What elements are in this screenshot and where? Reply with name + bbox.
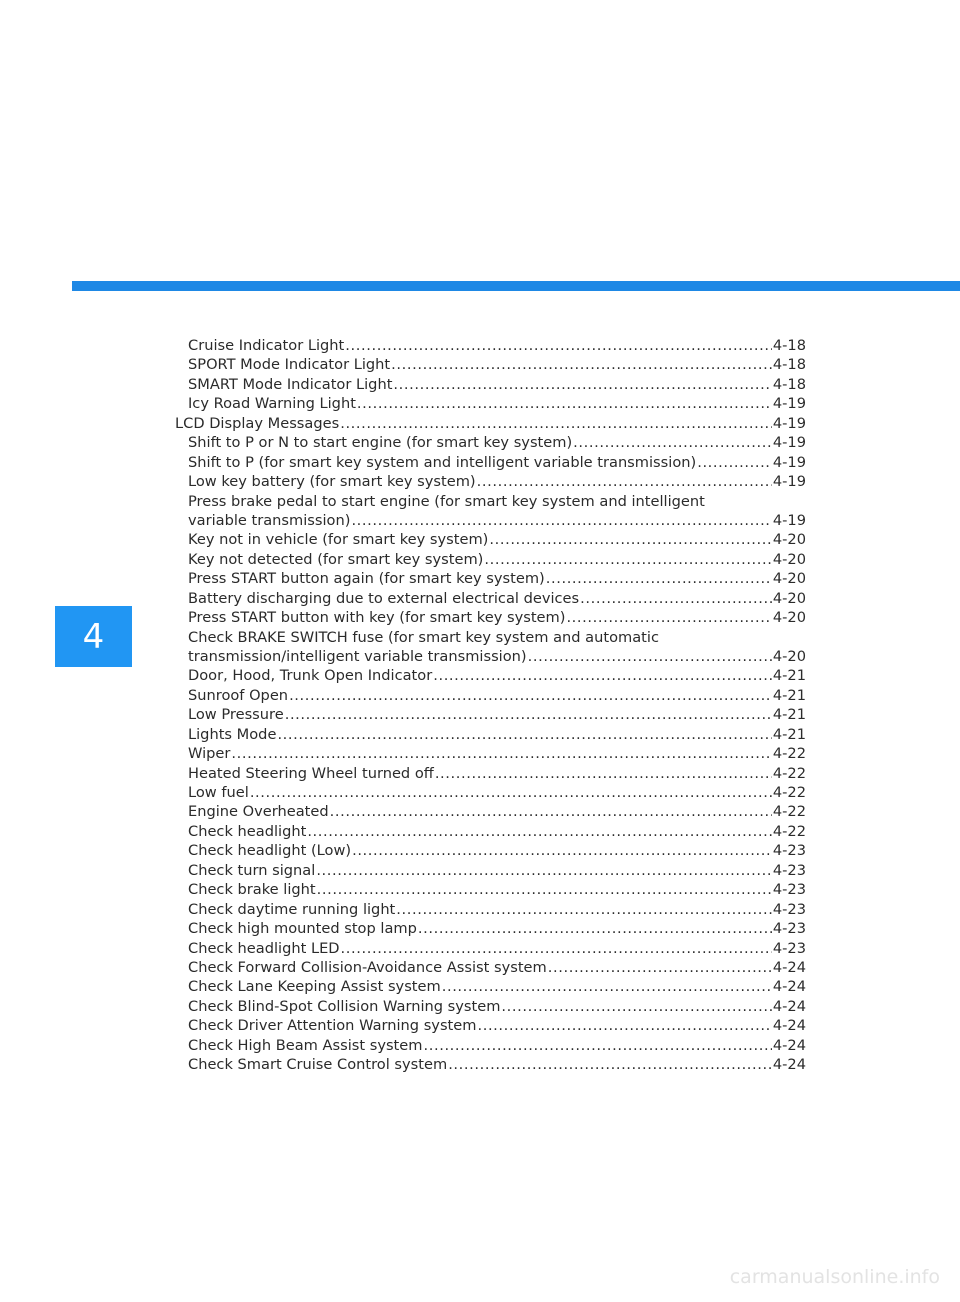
toc-entry[interactable] xyxy=(175,686,806,705)
toc-dot-leader xyxy=(580,589,772,608)
toc-entry-title: Press START button with key (for smart key system) xyxy=(188,609,566,627)
toc-entry-page: 4-24 xyxy=(772,997,806,1015)
toc-dot-leader xyxy=(345,336,772,355)
toc-entry-page: 4-24 xyxy=(772,978,806,996)
toc-entry-title: Check Smart Cruise Control system xyxy=(188,1056,448,1074)
toc-entry-page: 4-18 xyxy=(772,356,806,374)
toc-entry[interactable] xyxy=(175,880,806,899)
toc-entry[interactable] xyxy=(175,394,806,413)
toc-entry-page: 4-19 xyxy=(772,395,806,413)
toc-entry-page: 4-24 xyxy=(772,1036,806,1054)
toc-entry-title: Check daytime running light xyxy=(188,900,396,918)
toc-dot-leader xyxy=(489,530,772,549)
toc-dot-leader xyxy=(285,705,772,724)
toc-entry-title: SPORT Mode Indicator Light xyxy=(188,356,391,374)
toc-entry-title: Icy Road Warning Light xyxy=(188,395,356,413)
toc-entry-title: Shift to P or N to start engine (for smart key system) xyxy=(188,434,573,452)
toc-entry-title: Heated Steering Wheel turned off xyxy=(188,764,434,782)
toc-entry[interactable] xyxy=(175,764,806,783)
toc-entry[interactable] xyxy=(175,803,806,822)
toc-entry-title: Press brake pedal to start engine (for smart key system and intelligent xyxy=(188,492,705,510)
toc-entry[interactable] xyxy=(175,822,806,841)
toc-entry[interactable] xyxy=(175,977,806,996)
toc-dot-leader xyxy=(433,666,772,685)
toc-entry-page: 4-19 xyxy=(772,434,806,452)
toc-entry-title-continued: variable transmission) xyxy=(188,511,351,529)
toc-entry-page: 4-18 xyxy=(772,375,806,393)
toc-entry-page: 4-21 xyxy=(772,686,806,704)
toc-entry[interactable] xyxy=(175,550,806,569)
toc-entry-page: 4-20 xyxy=(772,589,806,607)
toc-entry-title: Shift to P (for smart key system and intelligent variable transmission) xyxy=(188,453,697,471)
toc-entry[interactable] xyxy=(175,783,806,802)
toc-entry-page: 4-22 xyxy=(772,784,806,802)
toc-entry-title: Check headlight xyxy=(188,822,307,840)
header-accent-bar xyxy=(72,281,960,291)
toc-dot-leader xyxy=(548,958,772,977)
toc-entry-page: 4-20 xyxy=(772,531,806,549)
table-of-contents xyxy=(175,336,806,1075)
toc-entry[interactable] xyxy=(175,939,806,958)
toc-entry-title: Press START button again (for smart key system) xyxy=(188,570,545,588)
toc-entry[interactable] xyxy=(175,472,806,491)
toc-dot-leader xyxy=(289,686,772,705)
toc-dot-leader xyxy=(501,997,771,1016)
toc-dot-leader xyxy=(396,900,772,919)
toc-entry-title: Check Driver Attention Warning system xyxy=(188,1017,477,1035)
toc-dot-leader xyxy=(351,511,771,530)
toc-entry-title: Check high mounted stop lamp xyxy=(188,920,417,938)
toc-entry-page: 4-18 xyxy=(772,336,806,354)
toc-entry[interactable] xyxy=(175,1036,806,1055)
toc-entry-title: Check headlight LED xyxy=(188,939,340,957)
toc-entry-page: 4-23 xyxy=(772,900,806,918)
toc-entry-title: Key not in vehicle (for smart key system) xyxy=(188,531,489,549)
toc-entry[interactable] xyxy=(175,841,806,860)
toc-dot-leader xyxy=(352,841,772,860)
toc-dot-leader xyxy=(477,1016,771,1035)
toc-entry-title: Key not detected (for smart key system) xyxy=(188,550,484,568)
toc-entry-title: Sunroof Open xyxy=(188,686,289,704)
toc-entry-page: 4-21 xyxy=(772,725,806,743)
toc-entry[interactable] xyxy=(175,589,806,608)
toc-entry-title: Cruise Indicator Light xyxy=(188,336,345,354)
toc-entry[interactable] xyxy=(175,725,806,744)
toc-entry[interactable] xyxy=(175,530,806,549)
toc-entry-page: 4-20 xyxy=(772,570,806,588)
toc-dot-leader xyxy=(341,939,772,958)
toc-entry[interactable] xyxy=(175,492,806,531)
toc-dot-leader xyxy=(340,414,772,433)
toc-entry-page: 4-20 xyxy=(772,648,806,665)
toc-entry[interactable] xyxy=(175,900,806,919)
watermark: carmanualsonline.info xyxy=(729,1266,940,1288)
toc-entry[interactable] xyxy=(175,997,806,1016)
toc-entry-page: 4-23 xyxy=(772,842,806,860)
toc-dot-leader xyxy=(307,822,772,841)
toc-entry-title: SMART Mode Indicator Light xyxy=(188,375,393,393)
toc-entry[interactable] xyxy=(175,433,806,452)
toc-entry[interactable] xyxy=(175,666,806,685)
toc-dot-leader xyxy=(277,725,771,744)
toc-dot-leader xyxy=(435,764,772,783)
toc-entry-title: Battery discharging due to external electrical devices xyxy=(188,589,580,607)
toc-entry-title: LCD Display Messages xyxy=(175,414,340,432)
toc-entry[interactable] xyxy=(175,375,806,394)
toc-dot-leader xyxy=(393,375,771,394)
toc-entry-title: Door, Hood, Trunk Open Indicator xyxy=(188,667,433,685)
toc-dot-leader xyxy=(477,472,772,491)
toc-entry-title: Low fuel xyxy=(188,784,249,802)
toc-dot-leader xyxy=(317,880,772,899)
toc-entry[interactable] xyxy=(175,336,806,355)
toc-entry-page: 4-22 xyxy=(772,745,806,763)
toc-dot-leader xyxy=(357,394,772,413)
toc-entry[interactable] xyxy=(175,705,806,724)
toc-entry-title: Check Blind-Spot Collision Warning system xyxy=(188,997,501,1015)
toc-entry-page: 4-23 xyxy=(772,939,806,957)
toc-entry[interactable] xyxy=(175,453,806,472)
toc-entry-page: 4-20 xyxy=(772,609,806,627)
toc-dot-leader xyxy=(573,433,772,452)
toc-entry[interactable] xyxy=(175,1055,806,1074)
toc-entry-page: 4-19 xyxy=(772,473,806,491)
toc-entry-title: Check Forward Collision-Avoidance Assist system xyxy=(188,958,547,976)
toc-entry[interactable] xyxy=(175,414,806,433)
toc-entry-page: 4-22 xyxy=(772,764,806,782)
toc-entry-page: 4-22 xyxy=(772,822,806,840)
toc-entry[interactable] xyxy=(175,1016,806,1035)
toc-entry-title: Check headlight (Low) xyxy=(188,842,352,860)
toc-entry-line2 xyxy=(188,511,806,530)
toc-dot-leader xyxy=(448,1055,772,1074)
toc-entry-title: Low key battery (for smart key system) xyxy=(188,473,476,491)
toc-entry-title-continued: transmission/intelligent variable transmission) xyxy=(188,648,527,665)
toc-entry[interactable] xyxy=(175,355,806,374)
toc-entry[interactable] xyxy=(175,608,806,627)
toc-dot-leader xyxy=(566,608,771,627)
toc-dot-leader xyxy=(423,1036,771,1055)
toc-dot-leader xyxy=(484,550,772,569)
chapter-number: 4 xyxy=(82,616,105,657)
toc-entry-page: 4-21 xyxy=(772,706,806,724)
toc-entry-page: 4-21 xyxy=(772,667,806,685)
toc-entry-page: 4-23 xyxy=(772,861,806,879)
toc-entry-page: 4-24 xyxy=(772,1056,806,1074)
toc-dot-leader xyxy=(330,802,772,821)
toc-entry[interactable] xyxy=(175,861,806,880)
toc-dot-leader xyxy=(391,355,772,374)
toc-entry-title: Check BRAKE SWITCH fuse (for smart key system and automatic xyxy=(188,628,659,646)
toc-entry-page: 4-20 xyxy=(772,550,806,568)
toc-entry-page: 4-23 xyxy=(772,920,806,938)
toc-entry[interactable] xyxy=(175,569,806,588)
toc-entry-title: Lights Mode xyxy=(188,725,277,743)
toc-dot-leader xyxy=(250,783,772,802)
toc-entry-title: Wiper xyxy=(188,745,231,763)
toc-entry-page: 4-24 xyxy=(772,958,806,976)
toc-dot-leader xyxy=(697,453,772,472)
toc-entry-page: 4-19 xyxy=(772,511,806,529)
toc-entry-title: Check Lane Keeping Assist system xyxy=(188,978,441,996)
toc-entry[interactable] xyxy=(175,919,806,938)
toc-entry[interactable] xyxy=(175,958,806,977)
toc-entry-title: Check turn signal xyxy=(188,861,316,879)
toc-entry-page: 4-23 xyxy=(772,881,806,899)
toc-entry-page: 4-22 xyxy=(772,803,806,821)
toc-dot-leader xyxy=(231,744,771,763)
toc-entry-title: Check High Beam Assist system xyxy=(188,1036,423,1054)
toc-entry[interactable] xyxy=(175,744,806,763)
toc-entry-line2 xyxy=(188,647,806,666)
toc-entry-page: 4-24 xyxy=(772,1017,806,1035)
toc-entry-title: Engine Overheated xyxy=(188,803,329,821)
toc-dot-leader xyxy=(546,569,772,588)
chapter-tab xyxy=(55,606,132,667)
toc-dot-leader xyxy=(418,919,772,938)
toc-dot-leader xyxy=(316,861,772,880)
toc-entry-page: 4-19 xyxy=(772,453,806,471)
toc-dot-leader xyxy=(442,977,772,996)
toc-entry[interactable] xyxy=(175,628,806,667)
toc-entry-title: Low Pressure xyxy=(188,706,284,724)
toc-dot-leader xyxy=(528,647,772,666)
toc-entry-title: Check brake light xyxy=(188,881,316,899)
toc-entry-page: 4-19 xyxy=(772,414,806,432)
